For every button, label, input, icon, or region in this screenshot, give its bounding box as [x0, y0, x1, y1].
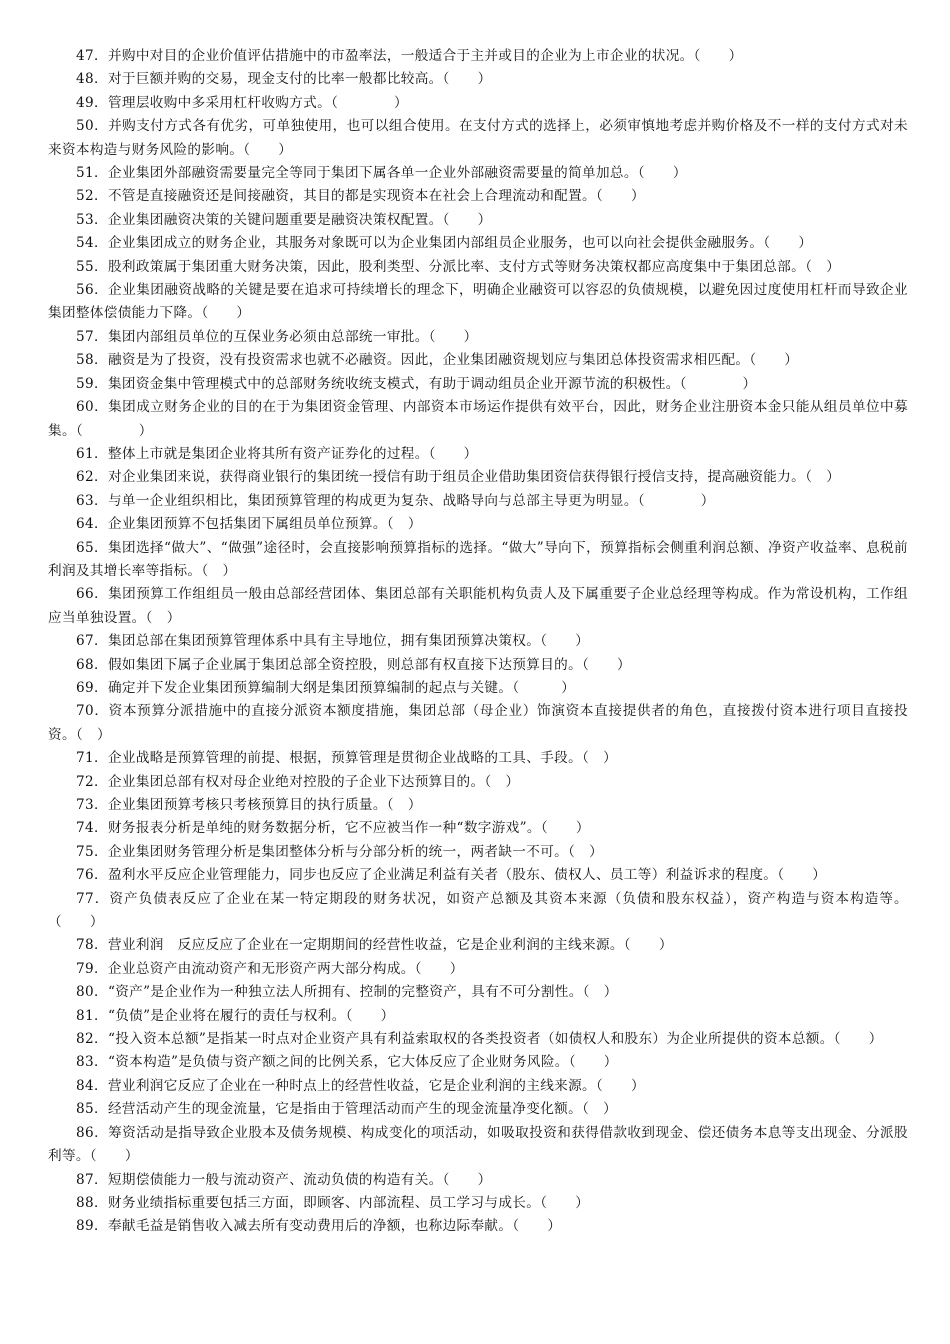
question-68 [48, 654, 908, 677]
question-number: 79 [76, 960, 94, 977]
question-70 [48, 700, 908, 747]
question-text: ．并购中对目的企业价值评估措施中的市盈率法，一般适合于主并或目的企业为上市企业的状况。（ ） [94, 48, 743, 64]
question-64 [48, 513, 908, 536]
question-text: ．融资是为了投资，没有投资需求也就不必融资。因此，企业集团融资规划应与集团总体投资需求相匹配。（ ） [94, 352, 799, 369]
question-text: ．集团预算工作组组员一般由总部经营团体、集团总部有关职能机构负责人及下属重要子企业总经理等构成。作为常设机构，工作组应当单独设置。（ ） [48, 586, 908, 626]
question-81 [48, 1005, 908, 1028]
document-page [48, 45, 908, 1239]
question-86 [48, 1122, 908, 1169]
question-number: 58 [76, 352, 94, 369]
question-text: ．并购支付方式各有优劣，可单独使用，也可以组合使用。在支付方式的选择上，必须审慎地考虑并购价格及不一样的支付方式对未来资本构造与财务风险的影响。（ ） [48, 118, 908, 158]
question-number: 61 [76, 445, 94, 462]
question-text: ．盈利水平反应企业管理能力，同步也反应了企业满足利益有关者（股东、债权人、员工等）利益诉求的程度。（ ） [94, 867, 827, 884]
question-number: 68 [76, 656, 94, 673]
question-text: ．对企业集团来说，获得商业银行的集团统一授信有助于组员企业借助集团资信获得银行授信支持，提高融资能力。（ ） [94, 469, 841, 486]
question-number: 67 [76, 633, 94, 650]
question-text: ．“资产”是企业作为一种独立法人所拥有、控制的完整资产，具有不可分割性。（ ） [94, 984, 618, 1001]
question-number: 62 [76, 469, 94, 486]
question-text: ．企业集团外部融资需要量完全等同于集团下属各单一企业外部融资需要量的简单加总。（ ） [94, 165, 687, 182]
question-63 [48, 490, 908, 513]
question-text: ．财务报表分析是单纯的财务数据分析，它不应被当作一种“数字游戏”。（ ） [94, 820, 590, 837]
question-text: ．集团资金集中管理模式中的总部财务统收统支模式，有助于调动组员企业开源节流的积极性。（ ） [94, 375, 757, 392]
question-text: ．企业集团融资决策的关键问题重要是融资决策权配置。（ ） [94, 211, 492, 228]
question-number: 52 [76, 188, 94, 205]
question-48 [48, 68, 908, 91]
question-56 [48, 279, 908, 326]
question-text: ．营业利润它反应了企业在一种时点上的经营性收益，它是企业利润的主线来源。（ ） [94, 1077, 645, 1094]
question-84 [48, 1075, 908, 1098]
question-52 [48, 185, 908, 208]
question-text: ．确定并下发企业集团预算编制大纲是集团预算编制的起点与关键。（ ） [94, 679, 576, 696]
question-text: ．经营活动产生的现金流量，它是指由于管理活动而产生的现金流量净变化额。（ ） [94, 1101, 618, 1118]
question-60 [48, 396, 908, 443]
question-49 [48, 92, 908, 115]
question-76 [48, 864, 908, 887]
question-number: 60 [76, 399, 94, 416]
question-text: ．企业集团预算不包括集团下属组员单位预算。（ ） [94, 516, 422, 533]
question-text: ．企业集团财务管理分析是集团整体分析与分部分析的统一，两者缺一不可。（ ） [94, 843, 604, 860]
question-number: 85 [76, 1101, 94, 1118]
question-74 [48, 817, 908, 840]
question-number: 82 [76, 1031, 94, 1048]
question-number: 59 [76, 375, 94, 392]
question-text: ．集团选择“做大”、“做强”途径时，会直接影响预算指标的选择。“做大”导向下，预算指标会侧重利润总额、净资产收益率、息税前利润及其增长率等指标。（ ） [48, 539, 908, 579]
question-text: ．管理层收购中多采用杠杆收购方式。（ ） [94, 94, 408, 111]
question-number: 57 [76, 328, 94, 345]
question-number: 47 [76, 48, 94, 64]
question-53 [48, 209, 908, 232]
question-89 [48, 1215, 908, 1238]
question-text: ．筹资活动是指导致企业股本及债务规模、构成变化的项活动，如吸取投资和获得借款收到现金、偿还债务本息等支出现金、分派股利等。（ ） [48, 1124, 908, 1165]
question-text: ．企业集团总部有权对母企业绝对控股的子企业下达预算目的。（ ） [94, 773, 520, 790]
question-number: 63 [76, 492, 94, 509]
question-59 [48, 373, 908, 396]
question-80 [48, 981, 908, 1004]
question-65 [48, 537, 908, 584]
question-61 [48, 443, 908, 466]
question-number: 69 [76, 679, 94, 696]
question-77 [48, 888, 908, 935]
question-78 [48, 934, 908, 957]
question-text: ．营业利润 反应反应了企业在一定期期间的经营性收益，它是企业利润的主线来源。（ ） [94, 937, 673, 954]
question-text: ．财务业绩指标重要包括三方面，即顾客、内部流程、员工学习与成长。（ ） [94, 1194, 590, 1211]
question-85 [48, 1098, 908, 1121]
question-number: 77 [76, 890, 94, 907]
question-number: 70 [76, 703, 94, 720]
question-text: ．企业集团预算考核只考核预算目的执行质量。（ ） [94, 797, 422, 813]
question-text: ．企业总资产由流动资产和无形资产两大部分构成。（ ） [94, 960, 464, 977]
question-55 [48, 256, 908, 279]
question-text: ．企业战略是预算管理的前提、根据，预算管理是贯彻企业战略的工具、手段。（ ） [94, 750, 618, 767]
question-58 [48, 349, 908, 372]
question-number: 54 [76, 235, 94, 252]
question-number: 84 [76, 1077, 94, 1094]
question-text: ．集团总部在集团预算管理体系中具有主导地位，拥有集团预算决策权。（ ） [94, 633, 590, 650]
question-57 [48, 326, 908, 349]
question-text: ．股利政策属于集团重大财务决策，因此，股利类型、分派比率、支付方式等财务决策权都应高度集中于集团总部。（ ） [94, 258, 841, 275]
question-number: 88 [76, 1194, 94, 1211]
question-text: ．企业集团融资战略的关键是要在追求可持续增长的理念下，明确企业融资可以容忍的负债规模，以避免因过度使用杠杆而导致企业集团整体偿债能力下降。（ ） [48, 282, 908, 322]
question-number: 66 [76, 586, 94, 603]
question-71 [48, 747, 908, 770]
question-number: 78 [76, 937, 94, 954]
question-51 [48, 162, 908, 185]
question-number: 74 [76, 820, 94, 837]
question-text: ．集团成立财务企业的目的在于为集团资金管理、内部资本市场运作提供有效平台，因此，财务企业注册资本金只能从组员单位中募集。（ ） [48, 399, 908, 439]
question-text: ．“负债”是企业将在履行的责任与权利。（ ） [94, 1007, 395, 1024]
question-text: ．“资本构造”是负债与资产额之间的比例关系，它大体反应了企业财务风险。（ ） [94, 1054, 618, 1071]
question-number: 65 [76, 539, 94, 556]
question-number: 48 [76, 71, 94, 88]
question-66 [48, 583, 908, 630]
question-number: 80 [76, 984, 94, 1001]
question-50 [48, 115, 908, 162]
question-number: 64 [76, 516, 94, 533]
question-number: 53 [76, 211, 94, 228]
question-number: 75 [76, 843, 94, 860]
question-text: ．集团内部组员单位的互保业务必须由总部统一审批。（ ） [94, 328, 478, 345]
question-47 [48, 45, 908, 68]
question-number: 55 [76, 258, 94, 275]
question-79 [48, 958, 908, 981]
question-number: 76 [76, 867, 94, 884]
question-text: ．对于巨额并购的交易，现金支付的比率一般都比较高。（ ） [94, 71, 492, 88]
question-text: ．资本预算分派措施中的直接分派资本额度措施，集团总部（母企业）饰演资本直接提供者的角色，直接拨付资本进行项目直接投资。（ ） [48, 703, 908, 743]
question-text: ．资产负债表反应了企业在某一特定期段的财务状况，如资产总额及其资本来源（负债和股东权益），资产构造与资本构造等。（ ） [48, 890, 908, 931]
question-number: 56 [76, 282, 94, 299]
question-text: ．整体上市就是集团企业将其所有资产证券化的过程。（ ） [94, 445, 478, 462]
question-83 [48, 1051, 908, 1074]
question-number: 89 [76, 1218, 94, 1235]
question-text: ．“投入资本总额”是指某一时点对企业资产具有利益索取权的各类投资者（如债权人和股东）为企业所提供的资本总额。（ ） [94, 1031, 883, 1048]
question-number: 50 [76, 118, 94, 135]
question-87 [48, 1169, 908, 1192]
question-number: 49 [76, 94, 94, 111]
question-text: ．短期偿债能力一般与流动资产、流动负债的构造有关。（ ） [94, 1171, 492, 1188]
question-number: 81 [76, 1007, 94, 1024]
question-number: 73 [76, 797, 94, 813]
question-number: 83 [76, 1054, 94, 1071]
question-54 [48, 232, 908, 255]
question-number: 71 [76, 750, 94, 767]
question-88 [48, 1192, 908, 1215]
question-75 [48, 841, 908, 864]
question-text: ．不管是直接融资还是间接融资，其目的都是实现资本在社会上合理流动和配置。（ ） [94, 188, 645, 205]
question-text: ．企业集团成立的财务企业，其服务对象既可以为企业集团内部组员企业服务，也可以向社会提供金融服务。（ ） [94, 235, 813, 252]
question-82 [48, 1028, 908, 1051]
question-text: ．奉献毛益是销售收入减去所有变动费用后的净额，也称边际奉献。（ ） [94, 1218, 562, 1235]
question-69 [48, 677, 908, 700]
question-number: 72 [76, 773, 94, 790]
question-73 [48, 794, 908, 817]
question-67 [48, 630, 908, 653]
question-text: ．假如集团下属子企业属于集团总部全资控股，则总部有权直接下达预算目的。（ ） [94, 656, 632, 673]
question-number: 51 [76, 165, 94, 182]
question-72 [48, 771, 908, 794]
question-text: ．与单一企业组织相比，集团预算管理的构成更为复杂、战略导向与总部主导更为明显。（ ） [94, 492, 715, 509]
question-62 [48, 466, 908, 489]
question-number: 87 [76, 1171, 94, 1188]
question-number: 86 [76, 1124, 94, 1141]
